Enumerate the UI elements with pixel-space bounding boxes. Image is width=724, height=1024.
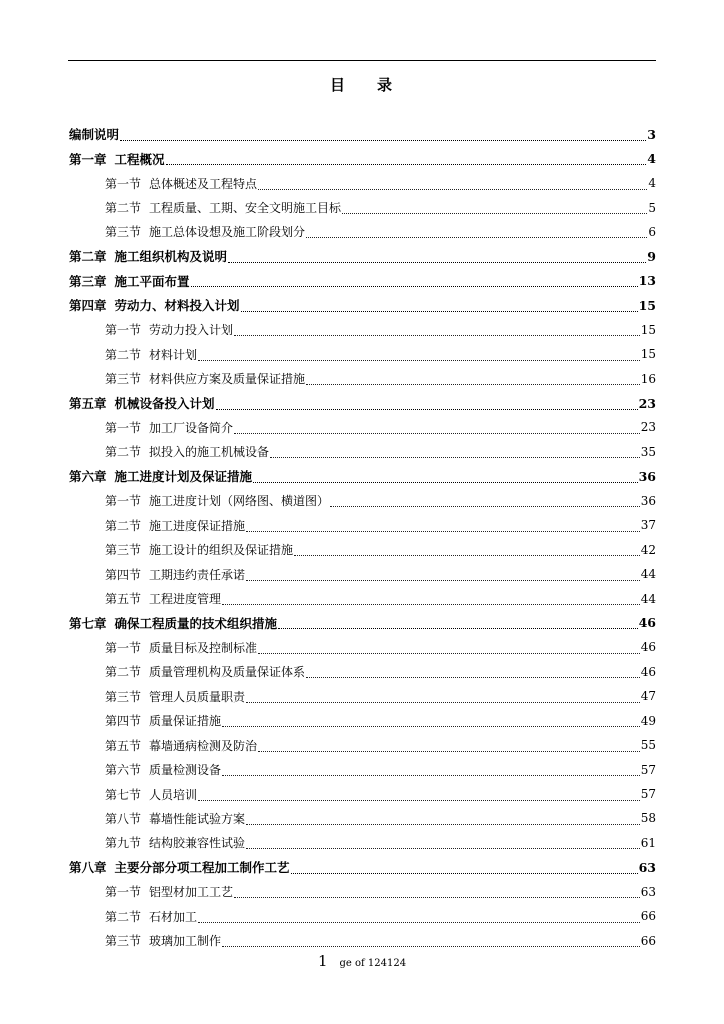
toc-entry-title: [105, 419, 233, 436]
toc-entry-title: [105, 517, 245, 534]
toc-entry-title: [105, 492, 329, 509]
toc-entry-page: 66: [640, 933, 656, 948]
toc-section-entry[interactable]: [69, 733, 656, 757]
toc-entry-page: 4: [648, 176, 656, 191]
toc-entry-title: [105, 223, 305, 240]
toc-entry-page: 57: [640, 787, 656, 802]
toc-entry-label: 主要分部分项工程加工制作工艺: [114, 860, 290, 876]
toc-entry-page: 13: [638, 273, 656, 289]
toc-section-entry[interactable]: [69, 709, 656, 733]
toc-entry-label: 施工进度保证措施: [149, 518, 246, 533]
toc-entry-number: 第三节: [105, 934, 142, 949]
dot-leader: [306, 667, 640, 678]
toc-entry-label: 施工进度计划（网络图、横道图）: [149, 494, 330, 509]
page-title: [0, 74, 724, 95]
toc-entry-label: 施工平面布置: [114, 273, 190, 289]
toc-entry-number: 第四章: [69, 298, 107, 314]
dot-leader: [278, 618, 638, 629]
toc-entry-label: 劳动力、材料投入计划: [114, 298, 240, 314]
toc-chapter-entry[interactable]: [69, 611, 656, 635]
toc-section-entry[interactable]: [69, 562, 656, 586]
dot-leader: [198, 790, 640, 801]
toc-section-entry[interactable]: [69, 928, 656, 952]
toc-section-entry[interactable]: [69, 831, 656, 855]
dot-leader: [246, 838, 640, 849]
toc-entry-label: 幕墙性能试验方案: [149, 811, 246, 826]
toc-entry-title: [69, 467, 252, 485]
toc-section-entry[interactable]: [69, 366, 656, 390]
toc-chapter-entry[interactable]: [69, 391, 656, 415]
page-footer: [0, 951, 724, 970]
toc-entry-page: 23: [638, 395, 656, 411]
toc-entry-label: 施工设计的组织及保证措施: [149, 543, 294, 558]
dot-leader: [246, 692, 640, 703]
toc-entry-page: 49: [640, 713, 656, 728]
toc-entry-number: 第七章: [69, 615, 107, 631]
toc-entry-page: 47: [640, 689, 656, 704]
toc-entry-number: 第二节: [105, 201, 142, 216]
toc-entry-label: 施工组织机构及说明: [114, 249, 228, 265]
toc-entry-title: [69, 125, 119, 143]
dot-leader: [258, 643, 640, 654]
dot-leader: [246, 814, 640, 825]
toc-entry-page: 44: [640, 567, 656, 582]
toc-entry-page: 55: [640, 738, 656, 753]
dot-leader: [330, 496, 640, 507]
toc-entry-number: 第二节: [105, 445, 142, 460]
dot-leader: [166, 154, 647, 165]
toc-entry-number: 第二章: [69, 249, 107, 265]
toc-entry-page: 63: [640, 884, 656, 899]
toc-entry-label: 总体概述及工程特点: [149, 176, 258, 191]
footer-page-total: ge of 124124: [339, 958, 407, 969]
toc-entry-number: 第四节: [105, 567, 142, 582]
toc-entry-label: 工期违约责任承诺: [149, 567, 246, 582]
dot-leader: [253, 472, 638, 483]
toc-entry-number: 第一节: [105, 640, 142, 655]
toc-chapter-entry[interactable]: [69, 244, 656, 268]
toc-entry-title: [105, 566, 245, 583]
toc-entry-title: [105, 199, 341, 216]
dot-leader: [234, 325, 640, 336]
toc-entry-label: 劳动力投入计划: [149, 323, 234, 338]
toc-entry-title: [105, 883, 233, 900]
dot-leader: [306, 227, 647, 238]
toc-entry-title: [69, 247, 227, 265]
dot-leader: [246, 521, 640, 532]
toc-entry-title: [105, 761, 221, 778]
toc-section-entry[interactable]: [69, 635, 656, 659]
toc-entry-number: 第九节: [105, 836, 142, 851]
toc-entry-page: 15: [638, 297, 656, 313]
toc-section-entry[interactable]: [69, 684, 656, 708]
toc-entry-title: [105, 688, 245, 705]
toc-section-entry[interactable]: [69, 195, 656, 219]
toc-entry-label: 石材加工: [149, 909, 198, 924]
toc-section-entry[interactable]: [69, 586, 656, 610]
dot-leader: [120, 130, 646, 141]
header-rule: [68, 60, 656, 61]
toc-section-entry[interactable]: [69, 342, 656, 366]
toc-section-entry[interactable]: [69, 806, 656, 830]
dot-leader: [241, 301, 638, 312]
toc-section-entry[interactable]: [69, 782, 656, 806]
toc-entry-label: 编制说明: [69, 127, 120, 143]
toc-entry-label: 质量检测设备: [149, 763, 222, 778]
dot-leader: [222, 936, 640, 947]
toc-entry-title: [105, 541, 293, 558]
toc-entry-title: [105, 370, 305, 387]
toc-entry-number: 第二节: [105, 518, 142, 533]
toc-section-entry[interactable]: [69, 220, 656, 244]
toc-entry-label: 幕墙通病检测及防治: [149, 738, 258, 753]
toc-entry-page: 61: [640, 835, 656, 850]
toc-chapter-entry[interactable]: [69, 293, 656, 317]
toc-entry-page: 35: [640, 444, 656, 459]
toc-entry-title: [69, 614, 277, 632]
toc-entry-label: 机械设备投入计划: [114, 396, 215, 412]
toc-section-entry[interactable]: [69, 880, 656, 904]
toc-chapter-entry[interactable]: [69, 855, 656, 879]
toc-section-entry[interactable]: [69, 318, 656, 342]
toc-entry-page: 42: [640, 542, 656, 557]
dot-leader: [306, 374, 640, 385]
toc-entry-page: 4: [647, 151, 656, 167]
dot-leader: [270, 447, 640, 458]
toc-entry-title: [69, 394, 215, 412]
toc-entry-number: 第一节: [105, 323, 142, 338]
toc-entry-title: [69, 858, 290, 876]
dot-leader: [258, 179, 647, 190]
toc-entry-number: 第六节: [105, 763, 142, 778]
dot-leader: [198, 350, 640, 361]
toc-chapter-entry[interactable]: [69, 464, 656, 488]
toc-entry-label: 施工总体设想及施工阶段划分: [149, 225, 306, 240]
toc-entry-page: 63: [638, 859, 656, 875]
toc-section-entry[interactable]: [69, 537, 656, 561]
toc-section-entry[interactable]: [69, 440, 656, 464]
toc-entry-label: 施工进度计划及保证措施: [114, 469, 253, 485]
toc-section-entry[interactable]: [69, 415, 656, 439]
dot-leader: [222, 716, 640, 727]
dot-leader: [198, 912, 640, 923]
toc-entry-number: 第二节: [105, 909, 142, 924]
toc-section-entry[interactable]: [69, 489, 656, 513]
toc-entry-page: 16: [640, 371, 656, 386]
toc-entry-number: 第三节: [105, 225, 142, 240]
toc-entry-title: [105, 834, 245, 851]
toc-entry-title: [105, 932, 221, 949]
toc-entry-page: 46: [640, 640, 656, 655]
toc-entry-number: 第三节: [105, 372, 142, 387]
toc-entry-title: [69, 296, 240, 314]
toc-entry-label: 人员培训: [149, 787, 198, 802]
dot-leader: [246, 570, 640, 581]
toc-section-entry[interactable]: [69, 757, 656, 781]
toc-entry-title: [105, 321, 233, 338]
toc-entry-page: 5: [648, 200, 656, 215]
toc-chapter-entry[interactable]: [69, 146, 656, 170]
toc-entry-title: [105, 908, 197, 925]
dot-leader: [342, 203, 647, 214]
toc-entry-page: 6: [648, 224, 656, 239]
toc-entry-page: 36: [638, 468, 656, 484]
toc-entry-number: 第五章: [69, 396, 107, 412]
dot-leader: [258, 741, 640, 752]
toc-entry-number: 第八章: [69, 860, 107, 876]
toc-entry-page: 44: [640, 591, 656, 606]
toc-entry-number: 第三节: [105, 689, 142, 704]
toc-entry-label: 材料供应方案及质量保证措施: [149, 372, 306, 387]
toc-entry-number: 第四节: [105, 714, 142, 729]
toc-entry-page: 15: [640, 347, 656, 362]
dot-leader: [191, 276, 638, 287]
toc-entry-label: 工程质量、工期、安全文明施工目标: [149, 201, 342, 216]
toc-entry-page: 57: [640, 762, 656, 777]
toc-entry-title: [69, 272, 190, 290]
toc-chapter-entry[interactable]: [69, 122, 656, 146]
toc-section-entry[interactable]: [69, 171, 656, 195]
dot-leader: [234, 423, 640, 434]
toc-entry-number: 第一节: [105, 885, 142, 900]
toc-entry-number: 第五节: [105, 592, 142, 607]
toc-entry-label: 工程概况: [114, 151, 165, 167]
toc-entry-title: [105, 346, 197, 363]
title-char-1: 目: [329, 76, 347, 94]
toc-entry-number: 第一节: [105, 176, 142, 191]
toc-entry-label: 工程进度管理: [149, 592, 222, 607]
toc-entry-title: [105, 712, 221, 729]
toc-entry-page: 3: [647, 126, 656, 142]
toc-entry-label: 拟投入的施工机械设备: [149, 445, 270, 460]
toc-entry-title: [105, 737, 257, 754]
toc-section-entry[interactable]: [69, 904, 656, 928]
table-of-contents: [69, 122, 656, 953]
toc-entry-title: [105, 590, 221, 607]
toc-entry-number: 第三节: [105, 543, 142, 558]
toc-entry-label: 材料计划: [149, 347, 198, 362]
dot-leader: [294, 545, 640, 556]
toc-entry-label: 结构胶兼容性试验: [149, 836, 246, 851]
toc-entry-number: 第二节: [105, 665, 142, 680]
toc-entry-number: 第三章: [69, 273, 107, 289]
toc-entry-page: 9: [647, 248, 656, 264]
toc-chapter-entry[interactable]: [69, 269, 656, 293]
toc-entry-label: 质量保证措施: [149, 714, 222, 729]
dot-leader: [216, 399, 638, 410]
toc-entry-title: [105, 663, 305, 680]
toc-entry-label: 玻璃加工制作: [149, 934, 222, 949]
toc-entry-page: 37: [640, 518, 656, 533]
toc-entry-label: 确保工程质量的技术组织措施: [114, 615, 278, 631]
toc-entry-number: 第八节: [105, 811, 142, 826]
dot-leader: [291, 863, 638, 874]
toc-entry-page: 58: [640, 811, 656, 826]
toc-entry-label: 质量管理机构及质量保证体系: [149, 665, 306, 680]
toc-entry-label: 加工厂设备简介: [149, 420, 234, 435]
toc-entry-number: 第六章: [69, 469, 107, 485]
toc-entry-label: 管理人员质量职责: [149, 689, 246, 704]
toc-entry-title: [69, 150, 165, 168]
title-char-2: 录: [377, 76, 395, 94]
toc-section-entry[interactable]: [69, 660, 656, 684]
toc-entry-number: 第七节: [105, 787, 142, 802]
toc-entry-page: 15: [640, 322, 656, 337]
dot-leader: [234, 887, 640, 898]
toc-entry-number: 第一节: [105, 494, 142, 509]
toc-entry-page: 36: [640, 493, 656, 508]
toc-entry-title: [105, 175, 257, 192]
dot-leader: [222, 594, 640, 605]
dot-leader: [222, 765, 640, 776]
toc-entry-title: [105, 810, 245, 827]
toc-entry-label: 铝型材加工工艺: [149, 885, 234, 900]
toc-entry-page: 23: [640, 420, 656, 435]
toc-section-entry[interactable]: [69, 513, 656, 537]
toc-entry-title: [105, 639, 257, 656]
dot-leader: [228, 252, 646, 263]
toc-entry-page: 66: [640, 909, 656, 924]
toc-entry-page: 46: [638, 615, 656, 631]
toc-entry-title: [105, 786, 197, 803]
toc-entry-number: 第一节: [105, 420, 142, 435]
footer-page-number: 1: [317, 952, 328, 970]
toc-entry-page: 46: [640, 664, 656, 679]
toc-entry-label: 质量目标及控制标准: [149, 640, 258, 655]
toc-entry-title: [105, 443, 269, 460]
toc-entry-number: 第二节: [105, 347, 142, 362]
toc-entry-number: 第一章: [69, 151, 107, 167]
toc-entry-number: 第五节: [105, 738, 142, 753]
